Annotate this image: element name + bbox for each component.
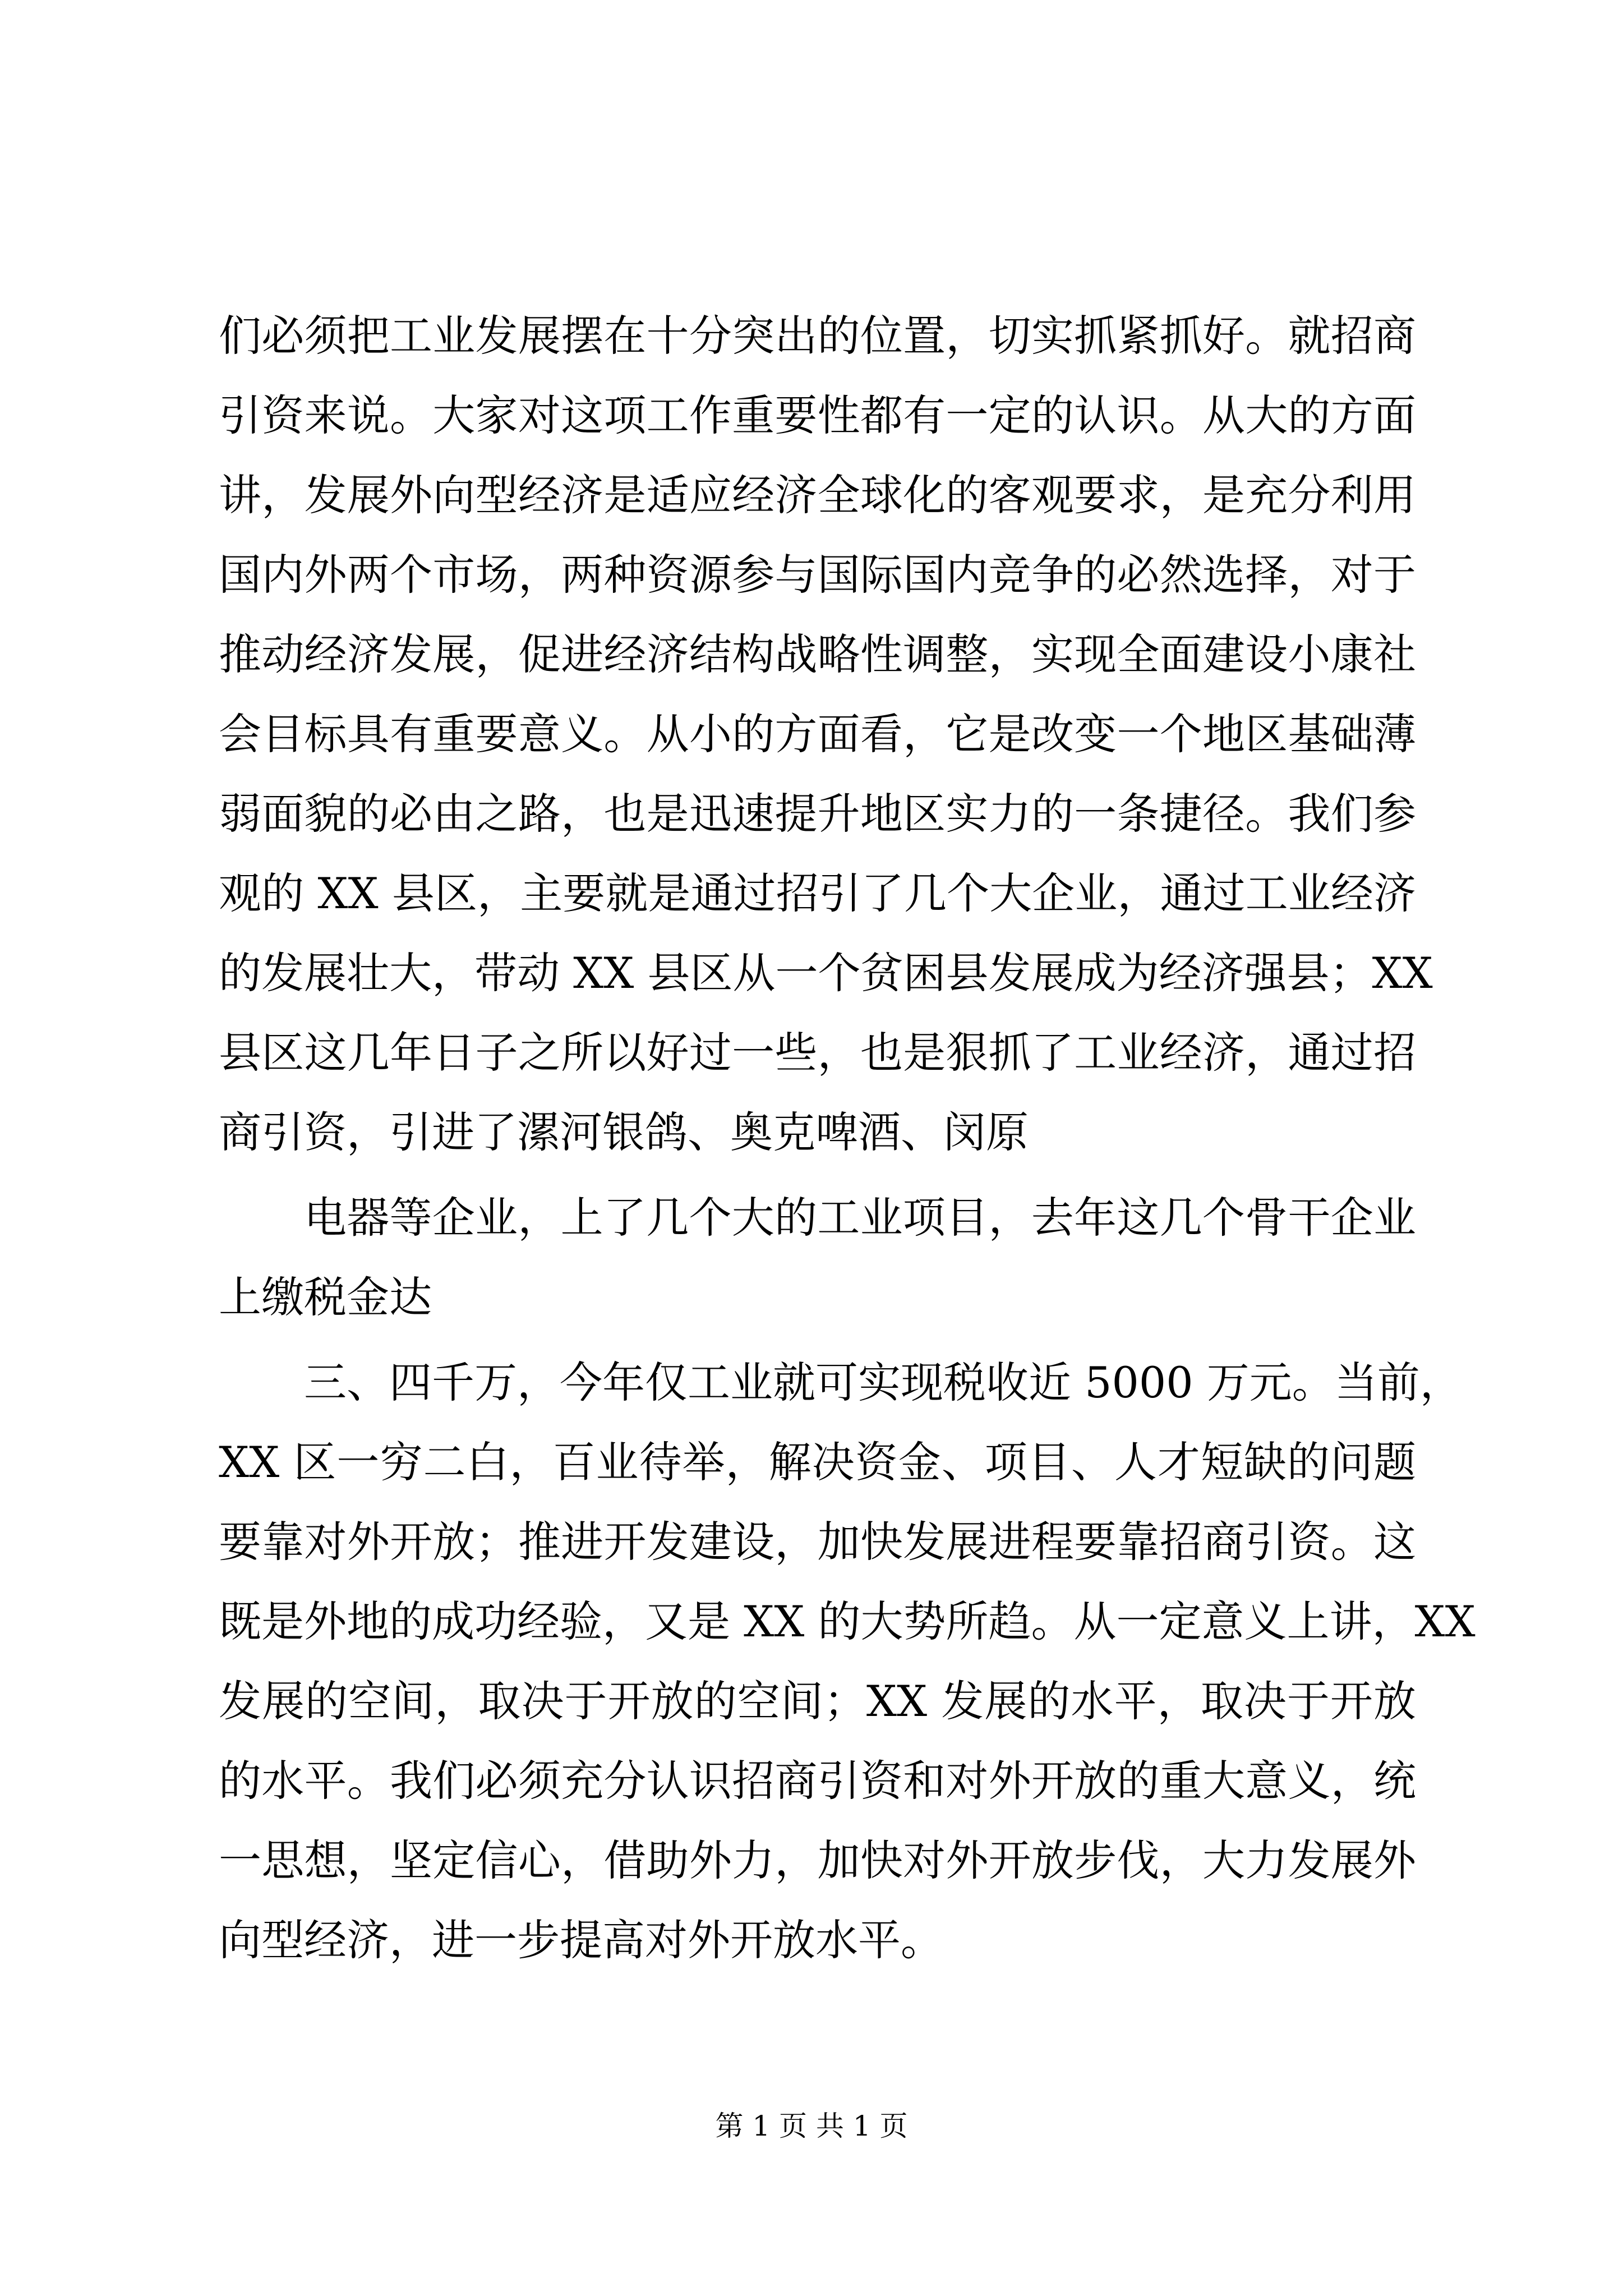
text-line: 观的 XX 县区，主要就是通过招引了几个大企业，通过工业经济	[219, 868, 1416, 918]
text-line: 一思想，坚定信心，借助外力，加快对外开放步伐，大力发展外	[219, 1835, 1416, 1885]
text-line: 引资来说。大家对这项工作重要性都有一定的认识。从大的方面	[219, 390, 1416, 440]
text-line: 上缴税金达	[219, 1272, 432, 1322]
body-text	[219, 296, 1476, 1980]
text-line: 向型经济，进一步提高对外开放水平。	[219, 1915, 943, 1965]
text-line: 们必须把工业发展摆在十分突出的位置，切实抓紧抓好。就招商	[219, 311, 1416, 361]
text-line: 讲，发展外向型经济是适应经济全球化的客观要求，是充分利用	[219, 470, 1416, 520]
text-line: 要靠对外开放；推进开发建设，加快发展进程要靠招商引资。这	[219, 1517, 1416, 1567]
text-line: 既是外地的成功经验，又是 XX 的大势所趋。从一定意义上讲，XX	[219, 1596, 1476, 1646]
paragraph-3	[219, 1343, 1476, 1980]
text-line: 弱面貌的必由之路，也是迅速提升地区实力的一条捷径。我们参	[219, 789, 1416, 839]
paragraph-2	[219, 1178, 1416, 1337]
text-line: 县区这几年日子之所以好过一些，也是狠抓了工业经济，通过招	[219, 1028, 1416, 1078]
text-line: 推动经济发展，促进经济结构战略性调整，实现全面建设小康社	[219, 629, 1416, 679]
paragraph-gap	[219, 1172, 1416, 1178]
text-line: XX 区一穷二白，百业待举，解决资金、项目、人才短缺的问题	[219, 1437, 1416, 1487]
text-line: 商引资，引进了漯河银鸽、奥克啤酒、闵原	[219, 1107, 1029, 1157]
text-line: 国内外两个市场，两种资源参与国际国内竞争的必然选择，对于	[219, 550, 1416, 600]
text-line: 三、四千万，今年仅工业就可实现税收近 5000 万元。当前，	[304, 1358, 1463, 1407]
text-line: 会目标具有重要意义。从小的方面看，它是改变一个地区基础薄	[219, 709, 1416, 759]
page-footer: 第 1 页 共 1 页	[715, 2110, 908, 2142]
text-line: 电器等企业，上了几个大的工业项目，去年这几个骨干企业	[304, 1193, 1416, 1243]
paragraph-1	[219, 296, 1433, 1172]
text-line: 的水平。我们必须充分认识招商引资和对外开放的重大意义，统	[219, 1756, 1416, 1806]
paragraph-gap	[219, 1337, 1416, 1343]
text-line: 的发展壮大，带动 XX 县区从一个贫困县发展成为经济强县；XX	[219, 948, 1433, 998]
text-line: 发展的空间，取决于开放的空间；XX 发展的水平，取决于开放	[219, 1676, 1416, 1726]
